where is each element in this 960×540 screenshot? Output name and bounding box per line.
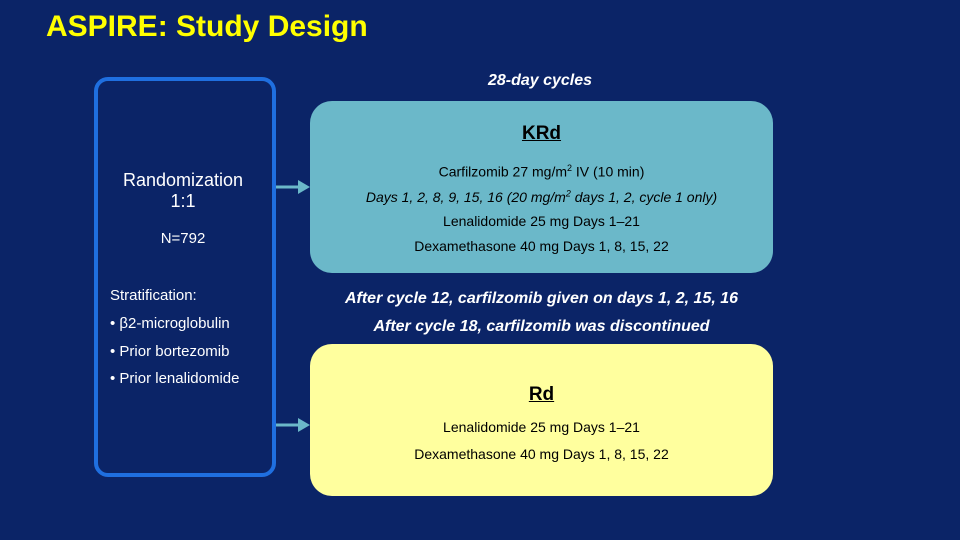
randomization-label bbox=[90, 170, 276, 212]
cycles-label: 28-day cycles bbox=[487, 72, 593, 89]
stratification-item-lenalidomide: • Prior lenalidomide bbox=[110, 370, 240, 387]
rd-lenalidomide-line: Lenalidomide 25 mg Days 1–21 bbox=[443, 419, 640, 435]
randomization-ratio: 1:1 bbox=[170, 191, 196, 211]
rd-title: Rd bbox=[528, 384, 555, 405]
krd-carfilzomib-line: Carfilzomib 27 $mg/m^2$ IV (10 min) bbox=[438, 163, 645, 180]
krd-title: KRd bbox=[521, 123, 562, 144]
sample-size: N=792 bbox=[160, 230, 206, 247]
rd-arm-box bbox=[310, 344, 773, 496]
arrow-to-krd-icon bbox=[270, 176, 314, 198]
randomization-label-line1: Randomization bbox=[122, 170, 244, 190]
stratification-title: Stratification: bbox=[110, 287, 197, 304]
note-after-cycle-12: After cycle 12, carfilzomib given on days 1, 2, 15, 16 bbox=[344, 290, 739, 307]
arrow-to-rd-icon bbox=[270, 414, 314, 436]
note-after-cycle-18: After cycle 18, carfilzomib was discontinued bbox=[373, 318, 710, 335]
stratification-item-b2m: • β2-microglobulin bbox=[110, 315, 230, 332]
krd-arm-box bbox=[310, 101, 773, 273]
randomization-box bbox=[94, 77, 276, 477]
krd-carfilzomib-days-line: Days 1, 2, 8, 9, 15, 16 (20 $mg/m^2$ days 1, 2, cycle 1 only) bbox=[365, 188, 718, 205]
rd-dexamethasone-line: Dexamethasone 40 mg Days 1, 8, 15, 22 bbox=[414, 446, 669, 462]
arrow-to-krd-head bbox=[298, 180, 310, 194]
slide-title: ASPIRE: Study Design bbox=[46, 10, 368, 43]
arrow-to-rd-head bbox=[298, 418, 310, 432]
krd-dexamethasone-line: Dexamethasone 40 mg Days 1, 8, 15, 22 bbox=[414, 238, 669, 254]
stratification-item-bortezomib: • Prior bortezomib bbox=[110, 343, 230, 360]
krd-lenalidomide-line: Lenalidomide 25 mg Days 1–21 bbox=[443, 213, 640, 229]
